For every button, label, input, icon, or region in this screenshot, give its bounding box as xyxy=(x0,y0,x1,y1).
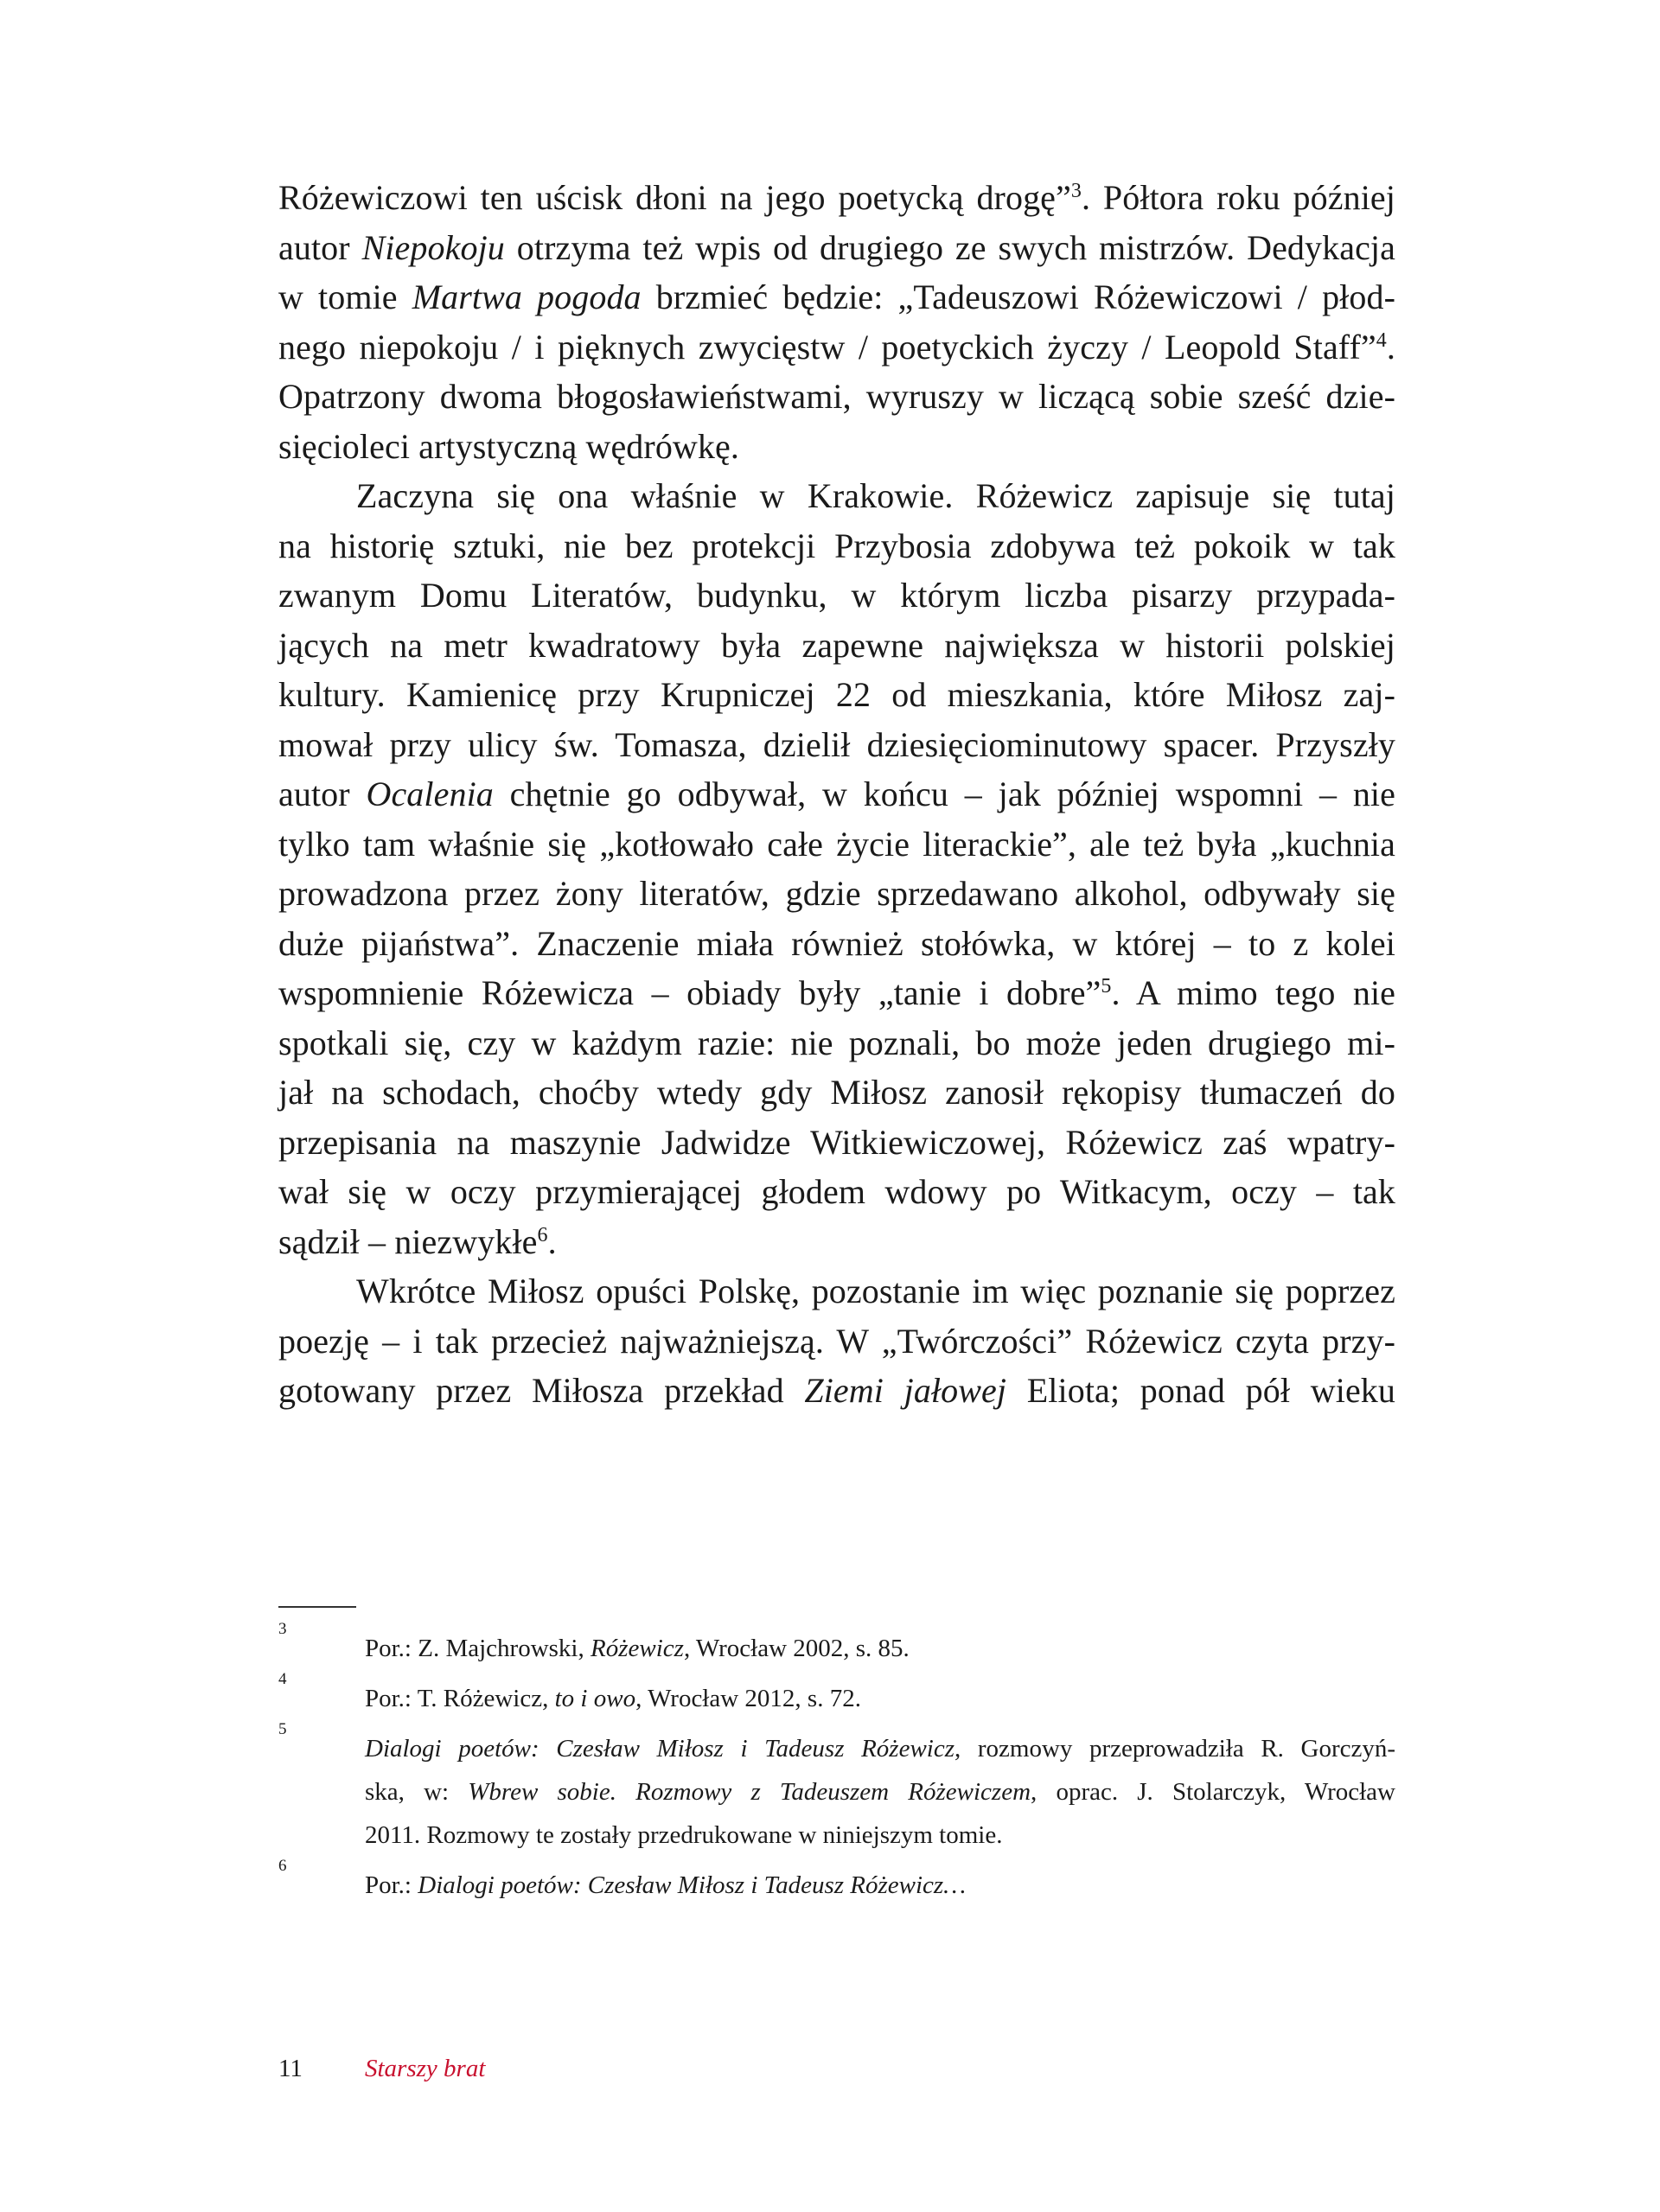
footnote-ref-3[interactable]: 3 xyxy=(1070,180,1082,202)
text-line xyxy=(278,272,1395,322)
text-line: jał na schodach, choćby wtedy gdy Miłosz zanosił rękopisy tłumaczeń do xyxy=(278,1073,1395,1112)
text-line: duże pijaństwa”. Znaczenie miała również stołówka, w której – to z kolei xyxy=(278,923,1395,963)
text-run: , Wrocław 2012, s. 72. xyxy=(635,1685,861,1712)
text-line: wał się w oczy przymierającej głodem wdowy po Witkacym, oczy – tak xyxy=(278,1172,1395,1211)
footnote-6 xyxy=(278,1857,1395,1907)
text-run: Por.: T. Różewicz, xyxy=(365,1685,555,1712)
text-run-italic: Różewicz xyxy=(591,1635,684,1662)
text-run: gotowany przez Miłosza przekład xyxy=(278,1371,805,1410)
footnotes xyxy=(278,1620,1396,1914)
text-run: , rozmowy przeprowadziła R. Gorczyń- xyxy=(954,1735,1396,1763)
main-text xyxy=(278,173,1395,1416)
footnote-number: 5 xyxy=(278,1720,287,1738)
text-line: prowadzona przez żony literatów, gdzie sprzedawano alkohol, odbywały się xyxy=(278,874,1395,913)
text-line: sięcioleci artystyczną wędrówkę. xyxy=(278,426,739,466)
footnote-line xyxy=(365,1627,1395,1670)
footnote-line xyxy=(365,1677,1395,1720)
running-title: Starszy brat xyxy=(365,2055,486,2082)
text-run: sądził – niezwykłe xyxy=(278,1221,538,1261)
footnote-ref-6[interactable]: 6 xyxy=(537,1223,548,1246)
text-run: nego niepokoju / i pięknych zwycięstw / poetyckich życzy / Leopold Staff” xyxy=(278,327,1376,367)
text-run: Eliota; ponad pół wieku xyxy=(1006,1371,1395,1410)
text-run: . A mimo tego nie xyxy=(1111,973,1396,1012)
text-run: Różewiczowi ten uścisk dłoni na jego poetycką drogę” xyxy=(278,178,1071,217)
text-run: . Półtora roku później xyxy=(1082,178,1395,217)
footnote-separator xyxy=(278,1606,356,1608)
footnote-5 xyxy=(278,1720,1396,1857)
text-run-italic: to i owo xyxy=(554,1685,636,1712)
footnote-line: 2011. Rozmowy te zostały przedrukowane w niniejszym tomie. xyxy=(365,1821,1003,1849)
text-line: przepisania na maszynie Jadwidze Witkiewiczowej, Różewicz zaś wpatry- xyxy=(278,1122,1395,1162)
footnote-number: 6 xyxy=(278,1857,287,1875)
footnote-line xyxy=(365,1864,1395,1907)
text-line xyxy=(278,1366,1395,1416)
text-line: Opatrzony dwoma błogosławieństwami, wyruszy w liczącą sobie sześć dzie- xyxy=(278,377,1395,416)
text-line: poezję – i tak przecież najważniejszą. W „Twórczości” Różewicz czyta przy- xyxy=(278,1321,1395,1361)
text-run: wspomnienie Różewicza – obiady były „tanie i dobre” xyxy=(278,973,1101,1012)
text-line: jących na metr kwadratowy była zapewne największa w historii polskiej xyxy=(278,625,1395,665)
footnote-ref-4[interactable]: 4 xyxy=(1376,328,1387,352)
text-line xyxy=(278,223,1395,273)
text-line xyxy=(278,322,1395,373)
text-run: autor xyxy=(278,775,367,813)
text-run-italic: Dialogi poetów: Czesław Miłosz i Tadeusz Różewicz… xyxy=(418,1871,967,1899)
text-line: spotkali się, czy w każdym razie: nie poznali, bo może jeden drugiego mi- xyxy=(278,1023,1395,1062)
footnote-number: 4 xyxy=(278,1670,287,1688)
text-line: na historię sztuki, nie bez protekcji Przybosia zdobywa też pokoik w tak xyxy=(278,526,1395,565)
page-number: 11 xyxy=(278,2055,303,2082)
text-line: tylko tam właśnie się „kotłowało całe życie literackie”, ale też była „kuchnia xyxy=(278,824,1395,864)
footnote-ref-5[interactable]: 5 xyxy=(1101,975,1112,998)
text-line xyxy=(278,769,1395,819)
footnote-line xyxy=(365,1727,1395,1770)
text-run: brzmieć będzie: „Tadeuszowi Różewiczowi / płod- xyxy=(641,277,1396,316)
text-run: chętnie go odbywał, w końcu – jak później wspomni – nie xyxy=(493,775,1395,813)
footnote-number: 3 xyxy=(278,1620,287,1638)
text-run: . xyxy=(1386,327,1395,367)
footnote-4 xyxy=(278,1670,1395,1720)
text-run: Por.: Z. Majchrowski, xyxy=(365,1635,591,1662)
text-run-italic: Wbrew sobie. Rozmowy z Tadeuszem Różewiczem xyxy=(468,1778,1031,1806)
text-line xyxy=(278,968,1395,1018)
book-title-niepokoju: Niepokoju xyxy=(361,227,505,267)
text-run: Por.: xyxy=(365,1871,418,1899)
text-line xyxy=(278,1217,1395,1267)
text-run: ska, w: xyxy=(365,1778,469,1806)
text-run: . xyxy=(547,1221,557,1261)
text-run: , oprac. J. Stolarczyk, Wrocław xyxy=(1031,1778,1395,1806)
book-title-martwa-pogoda: Martwa pogoda xyxy=(412,277,642,316)
text-run: otrzyma też wpis od drugiego ze swych mistrzów. Dedykacja xyxy=(504,227,1395,267)
text-run: , Wrocław 2002, s. 85. xyxy=(683,1635,910,1662)
text-line xyxy=(278,173,1395,223)
text-line: mował przy ulicy św. Tomasza, dzielił dziesięciominutowy spacer. Przyszły xyxy=(278,724,1395,764)
text-line: zwanym Domu Literatów, budynku, w którym liczba pisarzy przypada- xyxy=(278,576,1395,615)
text-run: w tomie xyxy=(278,277,412,316)
book-title-ziemi-jalowej: Ziemi jałowej xyxy=(804,1371,1007,1410)
book-title-ocalenia: Ocalenia xyxy=(366,775,494,813)
text-line: Zaczyna się ona właśnie w Krakowie. Różewicz zapisuje się tutaj xyxy=(356,476,1395,515)
footnote-3 xyxy=(278,1620,1395,1670)
text-line: Wkrótce Miłosz opuści Polskę, pozostanie im więc poznanie się poprzez xyxy=(356,1272,1395,1310)
footnote-line xyxy=(365,1770,1395,1814)
text-run: autor xyxy=(278,227,362,267)
text-line: kultury. Kamienicę przy Krupniczej 22 od mieszkania, które Miłosz zaj- xyxy=(278,675,1395,714)
text-run-italic: Dialogi poetów: Czesław Miłosz i Tadeusz Różewicz xyxy=(365,1735,955,1763)
